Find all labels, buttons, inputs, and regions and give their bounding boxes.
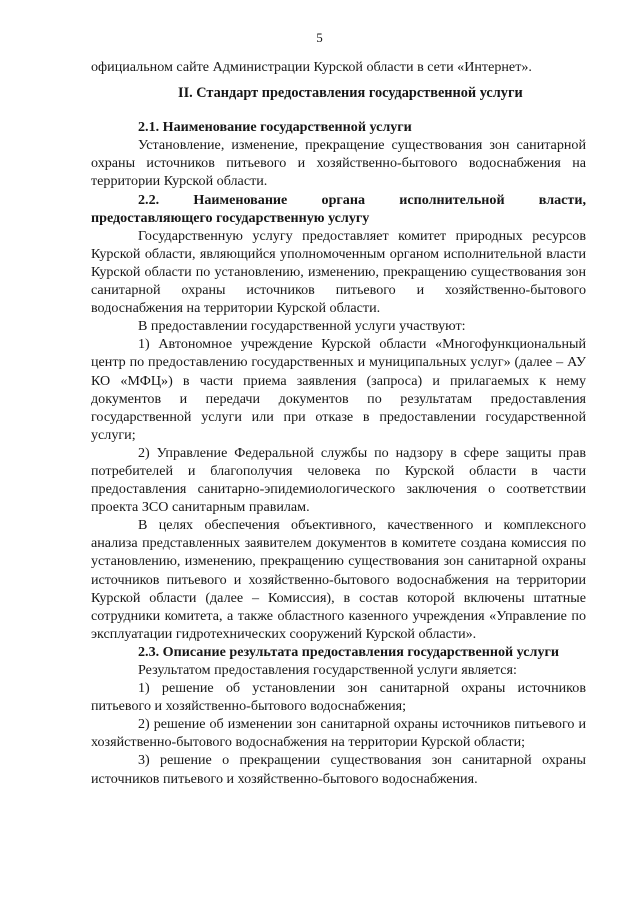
list-item: 2) Управление Федеральной службы по надзору в сфере защиты прав потребителей и благополучия человека по Курской области в части предоставления санитарно-эпидемиологического заключения о соответствии проекта ЗСО санитарным правилам.: [91, 444, 586, 516]
paragraph: В целях обеспечения объективного, качественного и комплексного анализа представленных заявителем документов в комитете создана комиссия по установлению, изменению, прекращению существования зон санитарной охраны источников питьевого и хозяйственно-бытового водоснабжения на территории Курской области (далее – Комиссия), в состав которой включены штатные сотрудники комитета, а также областного казенного учреждения «Управление по эксплуатации гидротехнических сооружений Курской области».: [91, 517, 586, 642]
subsection-2-1-heading: 2.1. Наименование государственной услуги: [138, 119, 412, 136]
paragraph: Государственную услугу предоставляет комитет природных ресурсов Курской области, являющийся уполномоченным органом исполнительной власти Курской области по установлению, изменению, прекращению существования зон санитарной охраны источников питьевого и хозяйственно-бытового водоснабжения на территории Курской области.: [91, 227, 586, 317]
list-item: 1) решение об установлении зон санитарной охраны источников питьевого и хозяйственно-бытового водоснабжения;: [91, 680, 586, 715]
list-item: 2) решение об изменении зон санитарной охраны источников питьевого и хозяйственно-бытового водоснабжения на территории Курской области;: [91, 716, 586, 751]
list-item: 3) решение о прекращении существования зон санитарной охраны источников питьевого и хозяйственно-бытового водоснабжения.: [91, 752, 586, 787]
paragraph: Результатом предоставления государственной услуги является:: [138, 662, 517, 678]
subsection-2-2-heading: 2.2. Наименование органа исполнительной власти, предоставляющего государственную услугу: [91, 191, 586, 226]
section-title: II. Стандарт предоставления государственной услуги: [178, 85, 523, 102]
list-item: 1) Автономное учреждение Курской области «Многофункциональный центр по предоставлению государственных и муниципальных услуг» (далее – АУ КО «МФЦ») в части приема заявления (запроса) и прилагаемых к нему документов и передачи документов по результатам предоставления государственной услуги или при отказе в предоставлении государственной услуги;: [91, 336, 586, 443]
paragraph: В предоставлении государственной услуги участвуют:: [138, 318, 466, 335]
subsection-2-1-text: Установление, изменение, прекращение существования зон санитарной охраны источников питьевого и хозяйственно-бытового водоснабжения на территории Курской области.: [91, 137, 586, 190]
subsection-2-3-heading: 2.3. Описание результата предоставления государственной услуги: [138, 643, 560, 660]
intro-line: официальном сайте Администрации Курской области в сети «Интернет».: [91, 59, 532, 75]
document-body: [91, 58, 586, 788]
page-number: 5: [316, 30, 323, 45]
